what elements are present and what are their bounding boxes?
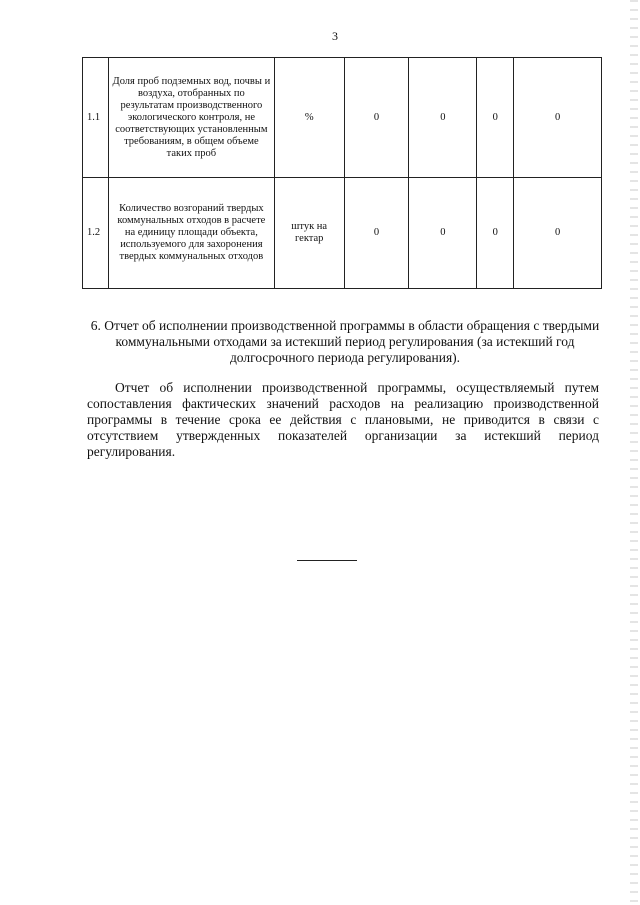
end-rule [297,560,357,561]
table-row [83,178,602,289]
page-number: 3 [332,29,338,43]
indicators-table [82,57,602,289]
row-number: 1.2 [83,178,109,289]
indicator-name: Доля проб подземных вод, почвы и воздуха, отобранных по результатам производственного экологического контроля, не соответствующих установленным требованиям, в общем объеме таких проб [108,58,274,178]
unit-cell: % [274,58,344,178]
unit-cell: штук на гектар [274,178,344,289]
value-cell: 0 [344,178,409,289]
value-cell: 0 [344,58,409,178]
value-cell: 0 [514,58,602,178]
section-heading: 6. Отчет об исполнении производственной программы в области обращения с твердыми коммунальными отходами за истекший период регулирования (за истекший год долгосрочного периода регулирования). [90,318,600,365]
value-cell: 0 [477,178,514,289]
value-cell: 0 [409,58,477,178]
body-paragraph: Отчет об исполнении производственной программы, осуществляемый путем сопоставления фактических значений расходов на реализацию производственной программы в течение срока ее действия с плановыми, не приводится в связи с отсутствием утвержденных показателей организации за истекший период регулирования. [87,380,599,459]
value-cell: 0 [409,178,477,289]
value-cell: 0 [514,178,602,289]
table-row [83,58,602,178]
scan-edge-marks [630,0,638,905]
indicator-name: Количество возгораний твердых коммунальных отходов в расчете на единицу площади объекта, используемого для захоронения твердых коммунальных отходов [108,178,274,289]
value-cell: 0 [477,58,514,178]
row-number: 1.1 [83,58,109,178]
